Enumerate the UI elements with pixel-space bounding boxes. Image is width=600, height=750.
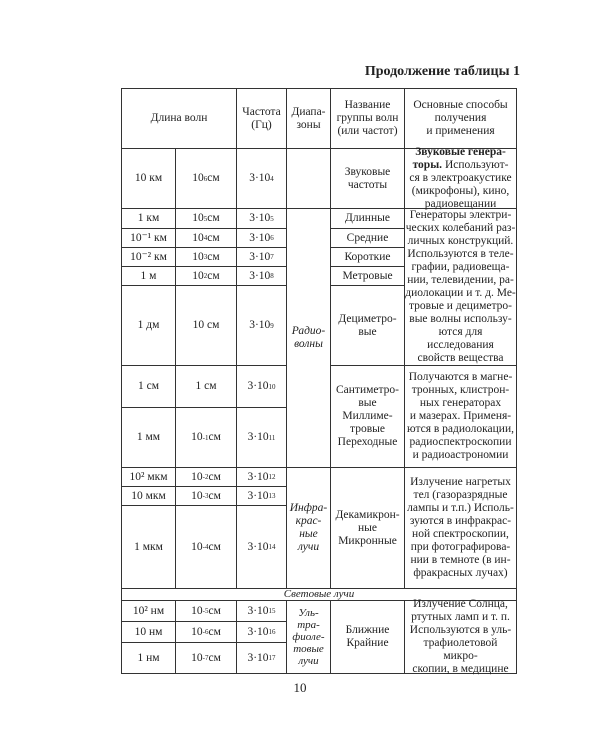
group-infrared: Декамикрон- ные Микронные [335, 508, 400, 547]
header-group: Название группы волн (или частот) [336, 99, 399, 137]
header-wavelength: Длина волн [150, 112, 208, 124]
group-cm-mm: Сантиметро- вые Миллиме- тровые Переходные [336, 384, 399, 448]
row-wavelength-cm: 10 -1 см [191, 431, 221, 443]
row-wavelength-cm: 10 4 см [192, 231, 220, 244]
row-wavelength: 1 м [140, 269, 157, 282]
group-uv: Ближние Крайние [345, 624, 390, 649]
row-wavelength: 10 км [134, 172, 163, 184]
row-frequency: 3·10 12 [247, 470, 276, 483]
row-wavelength-cm: 10 2 см [192, 269, 220, 282]
row-wavelength-cm: 10 -2 см [191, 470, 221, 483]
group-sound: Звуковые частоты [344, 165, 391, 191]
group-meter: Метровые [342, 269, 393, 282]
methods-infrared: Излучение нагретых тел (газоразрядные лампы и т.п.) Исполь- зуются в инфракрас- ной спектроскопии, при фотографирова- нии в темноте (в ин- фракрасных лучах) [407, 476, 514, 579]
row-frequency: 3·10 13 [247, 489, 276, 502]
header-frequency: Частота (Гц) [242, 105, 281, 131]
header-range: Диапа- зоны [291, 105, 326, 131]
group-medium: Средние [346, 231, 389, 244]
row-frequency: 3·10 11 [247, 431, 276, 443]
row-wavelength: 1 км [137, 212, 160, 224]
row-wavelength: 10 нм [134, 625, 163, 638]
row-wavelength: 10² нм [132, 604, 165, 617]
range-infrared: Инфра- крас- ные лучи [289, 502, 328, 553]
row-frequency: 3·10 10 [247, 380, 276, 392]
methods-microwave: Получаются в магне- тронных, клистрон- ных генераторах и мазерах. Применя- ются в радиолокации, радиоспектроскопии и радиоастрономии [407, 371, 514, 461]
methods-uv: Излучение Солнца, ртутных ламп и т. п. Используются в уль- трафиолетовой микро- скопии, в медицине [409, 598, 512, 675]
group-short: Короткие [344, 250, 391, 263]
row-frequency: 3·10 14 [247, 540, 276, 553]
row-wavelength: 1 см [137, 380, 159, 392]
row-frequency: 3·10 5 [249, 212, 274, 224]
row-frequency: 3·10 7 [249, 250, 274, 263]
row-frequency: 3·10 17 [247, 651, 276, 664]
row-wavelength: 10⁻¹ км [130, 231, 167, 244]
header-methods: Основные способы получения и применения [413, 99, 508, 137]
row-frequency: 3·10 15 [247, 604, 276, 617]
row-wavelength-cm: 10 6 см [192, 172, 220, 184]
row-wavelength-cm: 10 см [192, 319, 220, 331]
group-decimeter: Дециметро- вые [338, 312, 397, 338]
row-wavelength: 1 дм [137, 319, 160, 331]
methods-radio: Генераторы электри- ческих колебаний раз- личных конструкций. Используются в теле- графии, радиовеща- нии, телевидении, ра- диолокации и т. д. Ме- тровые и дециметро- вые волны использу- ются для исследования свойств вещества [405, 209, 516, 364]
row-wavelength-cm: 10 -3 см [191, 489, 221, 502]
row-frequency: 3·10 8 [249, 269, 274, 282]
table-caption: Продолжение таблицы 1 [364, 64, 520, 79]
group-long: Длинные [345, 212, 390, 224]
row-wavelength-cm: 10 -7 см [191, 651, 221, 664]
page-number: 10 [293, 680, 307, 695]
row-wavelength: 10⁻² км [130, 250, 167, 263]
range-uv: Уль- тра- фиоле- товые лучи [292, 607, 325, 667]
row-wavelength-cm: 10 -4 см [191, 540, 221, 553]
range-radio: Радио- волны [291, 325, 326, 350]
row-wavelength: 1 нм [137, 651, 160, 664]
row-frequency: 3·10 4 [249, 172, 274, 184]
row-wavelength: 10² мкм [129, 470, 168, 483]
range-light: Световые лучи [283, 588, 355, 600]
row-wavelength-cm: 10 5 см [192, 212, 220, 224]
row-frequency: 3·10 16 [247, 625, 276, 638]
row-wavelength: 1 мм [136, 431, 161, 443]
row-wavelength-cm: 10 3 см [192, 250, 220, 263]
row-wavelength: 1 мкм [134, 540, 163, 553]
row-frequency: 3·10 6 [249, 231, 274, 244]
row-wavelength-cm: 10 -6 см [191, 625, 221, 638]
row-wavelength-cm: 10 -5 см [191, 604, 221, 617]
row-wavelength-cm: 1 см [195, 380, 217, 392]
methods-sound: Звуковые генера- торы. Используют- ся в электроакустике (микрофоны), кино, радиовещании [409, 146, 512, 210]
row-frequency: 3·10 9 [249, 319, 274, 331]
row-wavelength: 10 мкм [131, 489, 166, 502]
